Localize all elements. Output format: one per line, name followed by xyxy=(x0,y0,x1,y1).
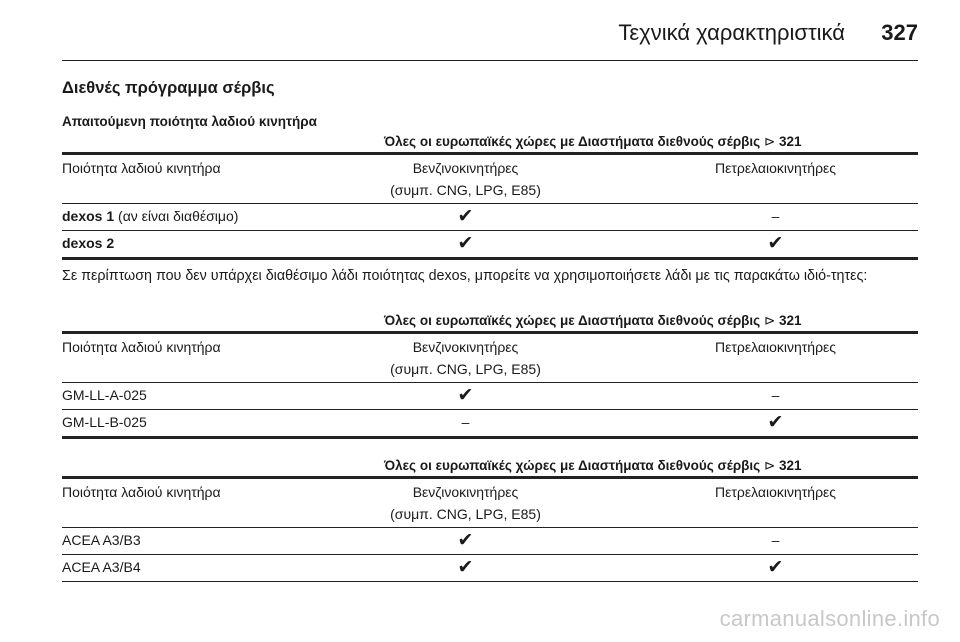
page-reference[interactable]: 321 xyxy=(779,134,802,149)
diesel-dash: – xyxy=(771,532,780,548)
page-reference[interactable]: 321 xyxy=(779,313,802,328)
oil-name: dexos 1 (αν είναι διαθέσιμο) xyxy=(62,208,239,224)
petrol-dash: – xyxy=(461,414,470,430)
table-row xyxy=(62,231,918,260)
table-row xyxy=(62,528,918,555)
page-header-title: Τεχνικά χαρακτηριστικά xyxy=(618,20,845,45)
watermark: carmanualsonline.info xyxy=(719,606,940,631)
header-oil-quality: Ποιότητα λαδιού κινητήρα xyxy=(62,160,221,176)
reference-arrow-icon: ⊳ xyxy=(763,134,776,149)
oil-name: ACEA A3/B3 xyxy=(62,532,141,548)
table-caption: Όλες οι ευρωπαϊκές χώρες με Διαστήματα διεθνούς σέρβις ⊳ 321 xyxy=(384,134,802,149)
petrol-check-icon: ✔ xyxy=(457,557,474,578)
table-header-row xyxy=(62,476,918,528)
oil-name: dexos 2 xyxy=(62,235,115,251)
diesel-check-icon: ✔ xyxy=(767,557,784,578)
table-header-row xyxy=(62,331,918,383)
page-reference[interactable]: 321 xyxy=(779,458,802,473)
header-petrol-note: (συμπ. CNG, LPG, E85) xyxy=(390,182,541,198)
diesel-dash: – xyxy=(771,208,780,224)
table-row xyxy=(62,555,918,582)
header-diesel: Πετρελαιοκινητήρες xyxy=(714,339,837,355)
reference-arrow-icon: ⊳ xyxy=(763,313,776,328)
section-title: Διεθνές πρόγραμμα σέρβις xyxy=(62,79,275,97)
petrol-check-icon: ✔ xyxy=(457,233,474,254)
table-header-row xyxy=(62,152,918,204)
table-caption: Όλες οι ευρωπαϊκές χώρες με Διαστήματα διεθνούς σέρβις ⊳ 321 xyxy=(384,458,802,473)
petrol-check-icon: ✔ xyxy=(457,530,474,551)
header-petrol: Βενζινοκινητήρες xyxy=(412,339,519,355)
oil-name: ACEA A3/B4 xyxy=(62,559,141,575)
paragraph: Σε περίπτωση που δεν υπάρχει διαθέσιμο λάδι ποιότητας dexos, μπορείτε να χρησιμοποιήσετε λάδι με τις παρακάτω ιδιό-τητες: xyxy=(62,268,868,284)
header-petrol-note: (συμπ. CNG, LPG, E85) xyxy=(390,361,541,377)
reference-arrow-icon: ⊳ xyxy=(763,458,776,473)
table-row xyxy=(62,410,918,439)
oil-quality-table-2 xyxy=(62,313,918,439)
header-rule xyxy=(62,60,918,61)
header-petrol-note: (συμπ. CNG, LPG, E85) xyxy=(390,506,541,522)
table-row xyxy=(62,383,918,410)
table-row xyxy=(62,204,918,231)
diesel-check-icon: ✔ xyxy=(767,412,784,433)
header-oil-quality: Ποιότητα λαδιού κινητήρα xyxy=(62,339,221,355)
oil-quality-table-3 xyxy=(62,458,918,582)
petrol-check-icon: ✔ xyxy=(457,385,474,406)
subsection-title: Απαιτούμενη ποιότητα λαδιού κινητήρα xyxy=(62,114,317,129)
oil-name: GM-LL-A-025 xyxy=(62,387,147,403)
page-number: 327 xyxy=(881,20,918,45)
header-petrol: Βενζινοκινητήρες xyxy=(412,160,519,176)
petrol-check-icon: ✔ xyxy=(457,206,474,227)
diesel-check-icon: ✔ xyxy=(767,233,784,254)
header-petrol: Βενζινοκινητήρες xyxy=(412,484,519,500)
table-caption: Όλες οι ευρωπαϊκές χώρες με Διαστήματα διεθνούς σέρβις ⊳ 321 xyxy=(384,313,802,328)
oil-quality-table-1 xyxy=(62,134,918,260)
diesel-dash: – xyxy=(771,387,780,403)
header-diesel: Πετρελαιοκινητήρες xyxy=(714,160,837,176)
header-oil-quality: Ποιότητα λαδιού κινητήρα xyxy=(62,484,221,500)
header-diesel: Πετρελαιοκινητήρες xyxy=(714,484,837,500)
oil-name: GM-LL-B-025 xyxy=(62,414,147,430)
